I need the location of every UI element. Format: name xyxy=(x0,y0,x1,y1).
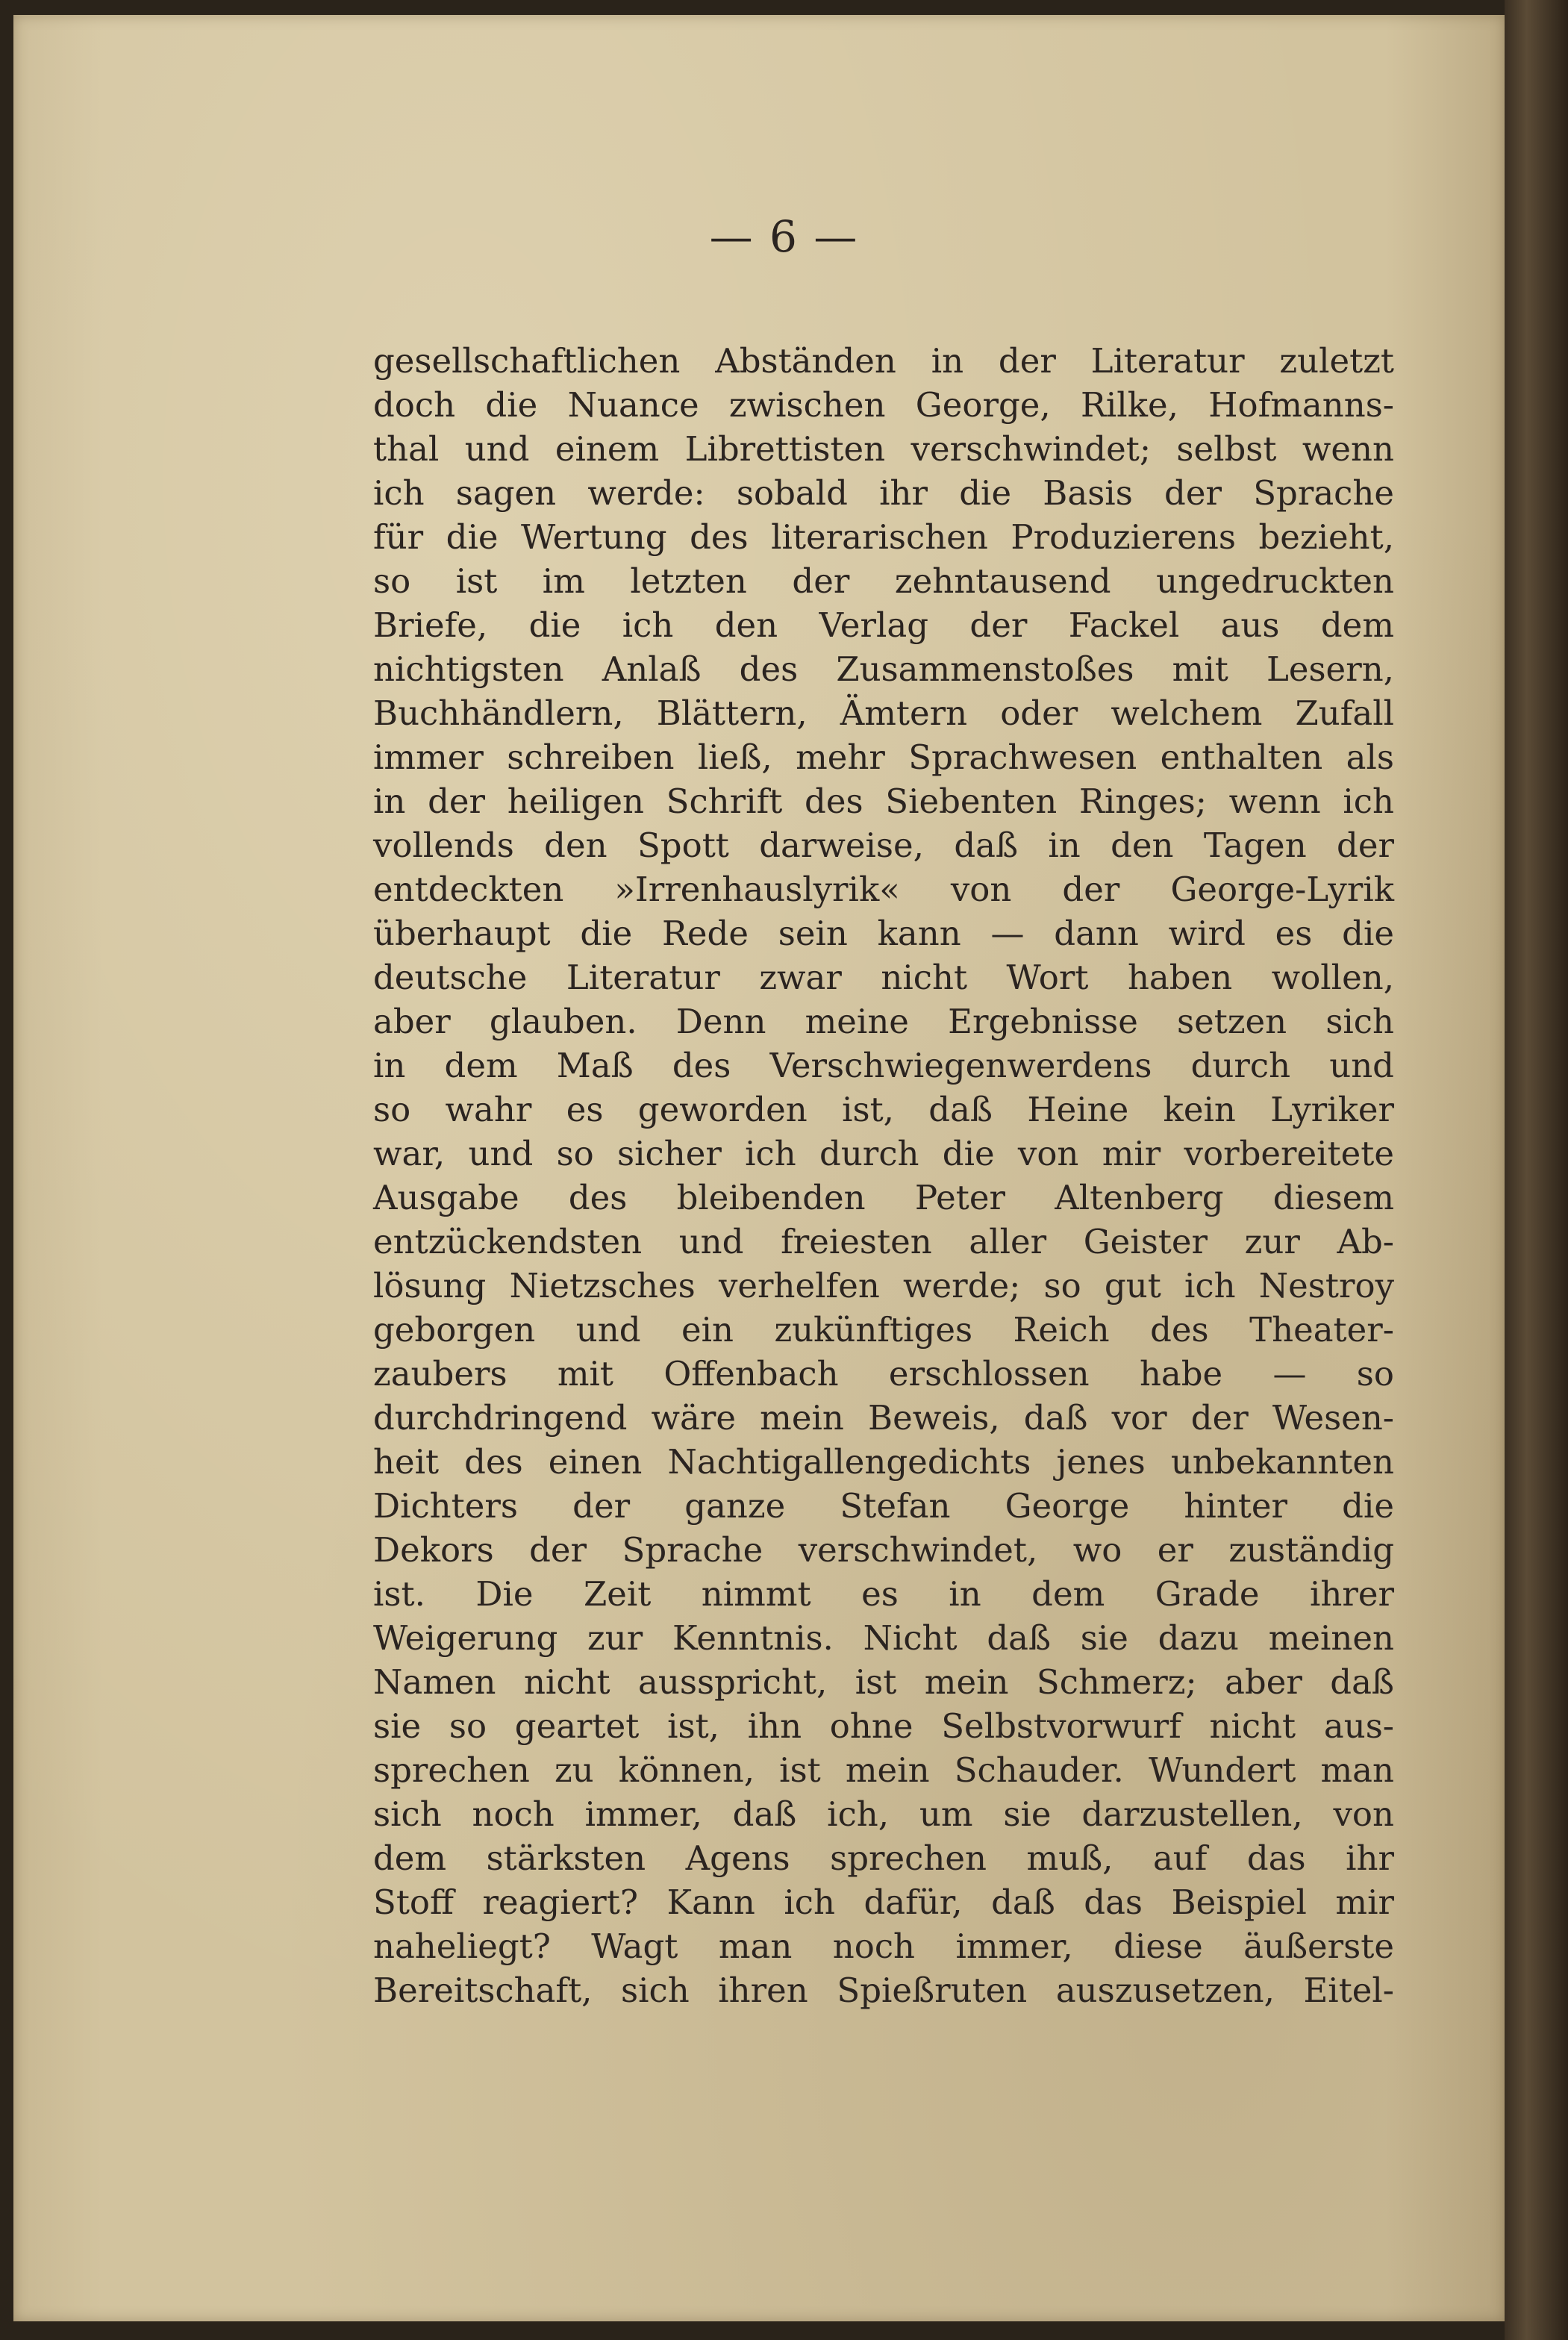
text-line: naheliegt? Wagt man noch immer, diese äußerste xyxy=(373,1926,1394,1966)
text-line: für die Wertung des literarischen Produzierens bezieht, xyxy=(373,517,1394,557)
text-line: sie so geartet ist, ihn ohne Selbstvorwurf nicht aus- xyxy=(373,1706,1394,1746)
text-line: war, und so sicher ich durch die von mir vorbereitete xyxy=(373,1134,1394,1173)
text-line: Buchhändlern, Blättern, Ämtern oder welchem Zufall xyxy=(373,693,1394,733)
text-line: lösung Nietzsches verhelfen werde; so gut ich Nestroy xyxy=(373,1266,1394,1305)
text-line: Dekors der Sprache verschwindet, wo er zuständig xyxy=(373,1530,1394,1570)
text-line: Dichters der ganze Stefan George hinter die xyxy=(373,1486,1394,1526)
text-line: deutsche Literatur zwar nicht Wort haben wollen, xyxy=(373,958,1394,997)
text-line: entzückendsten und freiesten aller Geister zur Ab- xyxy=(373,1222,1394,1261)
text-line: Ausgabe des bleibenden Peter Altenberg diesem xyxy=(373,1178,1394,1217)
text-line: Briefe, die ich den Verlag der Fackel aus dem xyxy=(373,605,1394,645)
text-line: entdeckten »Irrenhauslyrik« von der George-Lyrik xyxy=(373,870,1394,909)
text-line: thal und einem Librettisten verschwindet; selbst wenn xyxy=(373,429,1394,469)
text-line: überhaupt die Rede sein kann — dann wird es die xyxy=(373,914,1394,953)
text-line: Bereitschaft, sich ihren Spießruten auszusetzen, Eitel- xyxy=(373,1971,1394,2010)
text-line: in der heiligen Schrift des Siebenten Ringes; wenn ich xyxy=(373,781,1394,821)
text-line: geborgen und ein zukünftiges Reich des Theater- xyxy=(373,1310,1394,1350)
text-line: zaubers mit Offenbach erschlossen habe — so xyxy=(373,1354,1394,1394)
text-line: so ist im letzten der zehntausend ungedruckten xyxy=(373,561,1394,601)
text-line: ich sagen werde: sobald ihr die Basis der Sprache xyxy=(373,473,1394,513)
text-line: aber glauben. Denn meine Ergebnisse setzen sich xyxy=(373,1002,1394,1041)
text-line: durchdringend wäre mein Beweis, daß vor der Wesen- xyxy=(373,1398,1394,1438)
text-line: heit des einen Nachtigallengedichts jenes unbekannten xyxy=(373,1442,1394,1482)
text-line: immer schreiben ließ, mehr Sprachwesen enthalten als xyxy=(373,737,1394,777)
page-number: — 6 — xyxy=(709,211,859,262)
book-spine-edge xyxy=(1505,0,1568,2340)
text-line: in dem Maß des Verschwiegenwerdens durch und xyxy=(373,1046,1394,1085)
text-line: doch die Nuance zwischen George, Rilke, Hofmanns- xyxy=(373,385,1394,425)
text-line: dem stärksten Agens sprechen muß, auf das ihr xyxy=(373,1838,1394,1878)
text-line: vollends den Spott darweise, daß in den Tagen der xyxy=(373,826,1394,865)
text-line: Namen nicht ausspricht, ist mein Schmerz; aber daß xyxy=(373,1662,1394,1702)
text-line: sich noch immer, daß ich, um sie darzustellen, von xyxy=(373,1794,1394,1834)
text-line: ist. Die Zeit nimmt es in dem Grade ihrer xyxy=(373,1574,1394,1614)
text-line: Stoff reagiert? Kann ich dafür, daß das Beispiel mir xyxy=(373,1882,1394,1922)
text-line: nichtigsten Anlaß des Zusammenstoßes mit Lesern, xyxy=(373,649,1394,689)
text-line: Weigerung zur Kenntnis. Nicht daß sie dazu meinen xyxy=(373,1618,1394,1658)
text-line: gesellschaftlichen Abständen in der Literatur zuletzt xyxy=(373,341,1394,381)
text-line: sprechen zu können, ist mein Schauder. Wundert man xyxy=(373,1750,1394,1790)
text-line: so wahr es geworden ist, daß Heine kein Lyriker xyxy=(373,1090,1394,1129)
body-text xyxy=(373,339,1394,2012)
